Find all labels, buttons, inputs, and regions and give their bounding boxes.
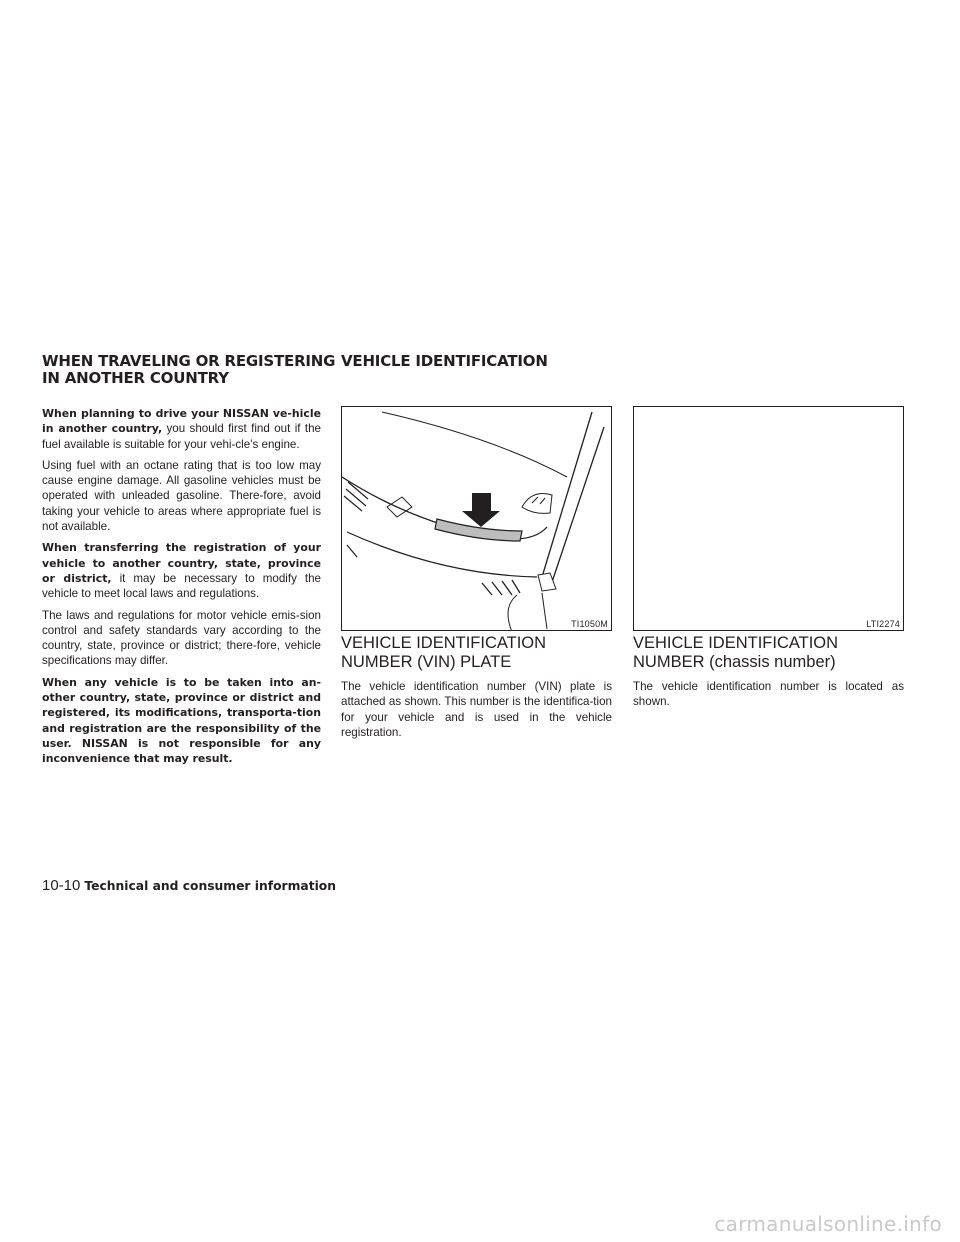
paragraph-planning (42, 406, 321, 452)
figure-code: TI1050M (571, 619, 608, 629)
figure-chassis-number (633, 406, 904, 631)
page-number: 10-10 (42, 877, 81, 894)
watermark-logo: carmanualsonline.info (714, 1212, 942, 1236)
left-column (42, 406, 321, 773)
chassis-number-text: The vehicle identification number is located as shown. (633, 680, 904, 709)
text-planning: you should first find out if the fuel available is suitable for your vehi-cle’s engine. (42, 422, 321, 451)
bold-lead-transferring: When transferring the registration of your vehicle to another country, state, province or district, (42, 541, 321, 585)
bold-responsibility: When any vehicle is to be taken into an-other country, state, province or district and registered, its modifications, transporta-tion and registration are the responsibility of the user. NISSAN is not responsible for any inconvenience that may result. (42, 675, 321, 766)
bold-lead-planning: When planning to drive your NISSAN ve-hicle in another country, (42, 407, 321, 436)
paragraph-laws: The laws and regulations for motor vehicle emis-sion control and safety standards vary according to the country, state, province or district; there-fore, vehicle specifications may differ. (42, 608, 321, 668)
text-transferring: it may be necessary to modify the vehicle to meet local laws and regulations. (42, 571, 322, 601)
paragraph-transferring (42, 540, 321, 601)
chapter-title: Technical and consumer information (84, 879, 337, 893)
page-footer (42, 877, 336, 895)
paragraph-responsibility (42, 675, 321, 767)
vin-plate-heading: VEHICLE IDENTIFICATION NUMBER (VIN) PLATE (341, 634, 547, 671)
paragraph-octane: Using fuel with an octane rating that is too low may cause engine damage. All gasoline vehicles must be operated with unleaded gasoline. There-fore, avoid taking your vehicle to areas where appropriate fuel is not available. (42, 458, 321, 534)
vin-plate-text: The vehicle identification number (VIN) plate is attached as shown. This number is the identifica-tion for your vehicle and is used in the vehicle registration. (341, 680, 612, 739)
section-title-traveling: WHEN TRAVELING OR REGISTERING IN ANOTHER COUNTRY (42, 352, 336, 387)
figure-vin-plate (341, 406, 612, 631)
vin-plate-illustration (342, 407, 612, 631)
chassis-number-heading: VEHICLE IDENTIFICATION NUMBER (chassis number) (633, 634, 839, 671)
section-title-vehicle-identification: VEHICLE IDENTIFICATION (341, 352, 548, 370)
figure-code: LTI2274 (866, 619, 900, 629)
